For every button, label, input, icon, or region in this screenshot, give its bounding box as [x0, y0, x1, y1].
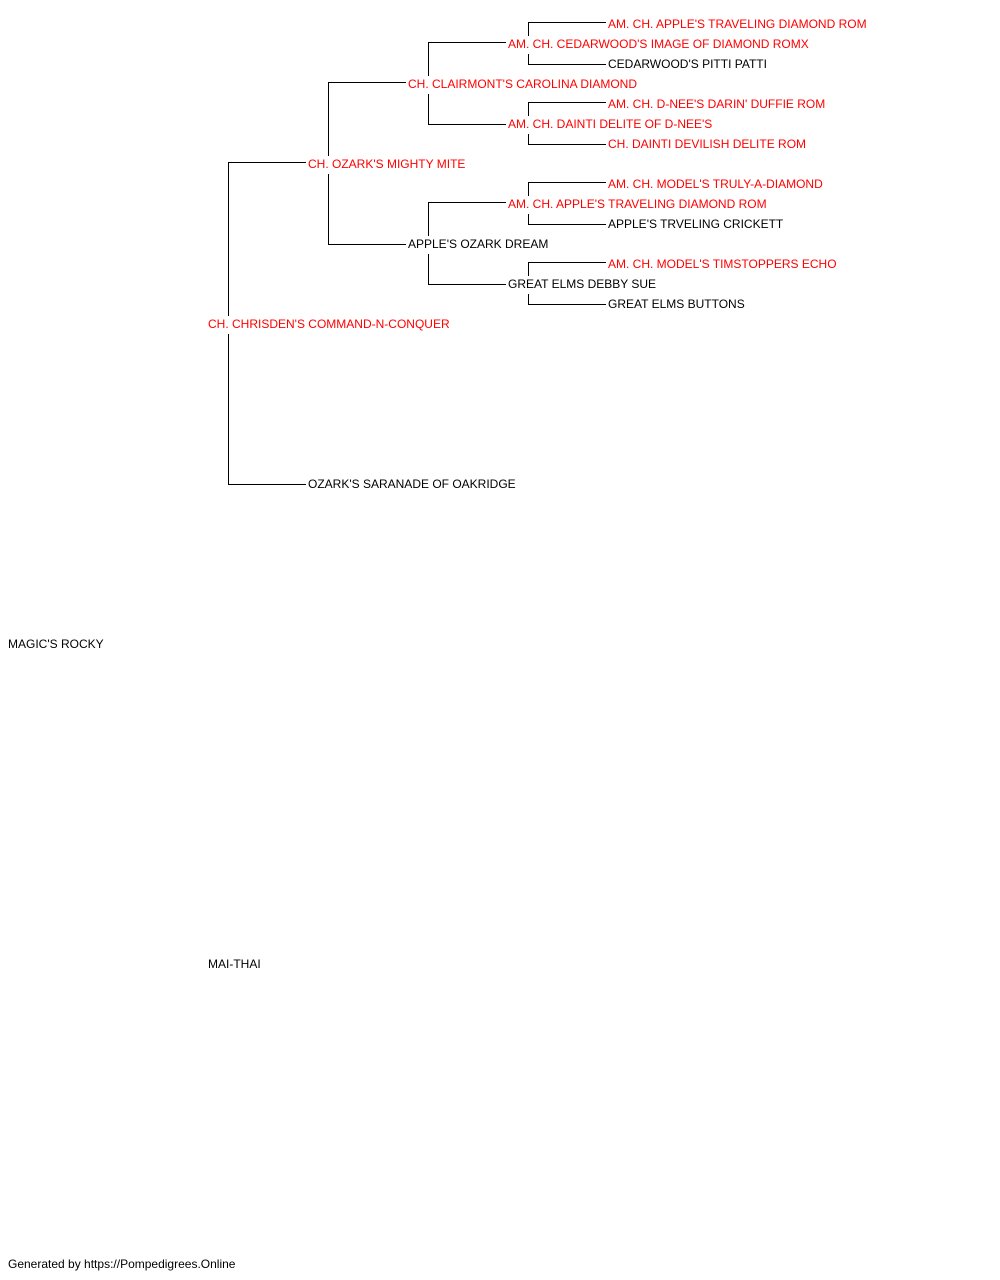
gen5-ancestor: CEDARWOOD'S PITTI PATTI: [608, 57, 767, 71]
sss-dam-name: AM. CH. DAINTI DELITE OF D-NEE'S: [508, 117, 713, 131]
gen5-ancestor: AM. CH. MODEL'S TIMSTOPPERS ECHO: [608, 257, 837, 271]
ssd-dam-name: GREAT ELMS DEBBY SUE: [508, 277, 657, 291]
gen5-ancestor: AM. CH. APPLE'S TRAVELING DIAMOND ROM: [608, 17, 867, 31]
gen5-ancestor: APPLE'S TRVELING CRICKETT: [608, 217, 784, 231]
ss-sire-name: CH. CLAIRMONT'S CAROLINA DIAMOND: [408, 77, 637, 91]
sire-sire-name: CH. OZARK'S MIGHTY MITE: [308, 157, 466, 171]
gen5-ancestor: AM. CH. MODEL'S TRULY-A-DIAMOND: [608, 177, 823, 191]
dam-name: MAI-THAI: [208, 957, 261, 971]
subject-name: MAGIC'S ROCKY: [8, 637, 104, 651]
ss-dam-name: APPLE'S OZARK DREAM: [408, 237, 549, 251]
sss-sire-name: AM. CH. CEDARWOOD'S IMAGE OF DIAMOND ROMX: [508, 37, 809, 51]
ssd-sire-name: AM. CH. APPLE'S TRAVELING DIAMOND ROM: [508, 197, 767, 211]
gen5-ancestor: GREAT ELMS BUTTONS: [608, 297, 745, 311]
gen5-ancestor: AM. CH. D-NEE'S DARIN' DUFFIE ROM: [608, 97, 826, 111]
generated-by-footer: Generated by https://Pompedigrees.Online: [8, 1257, 236, 1271]
sire-dam-name: OZARK'S SARANADE OF OAKRIDGE: [308, 477, 516, 491]
gen5-ancestor: CH. DAINTI DEVILISH DELITE ROM: [608, 137, 807, 151]
sire-name: CH. CHRISDEN'S COMMAND-N-CONQUER: [208, 317, 450, 331]
